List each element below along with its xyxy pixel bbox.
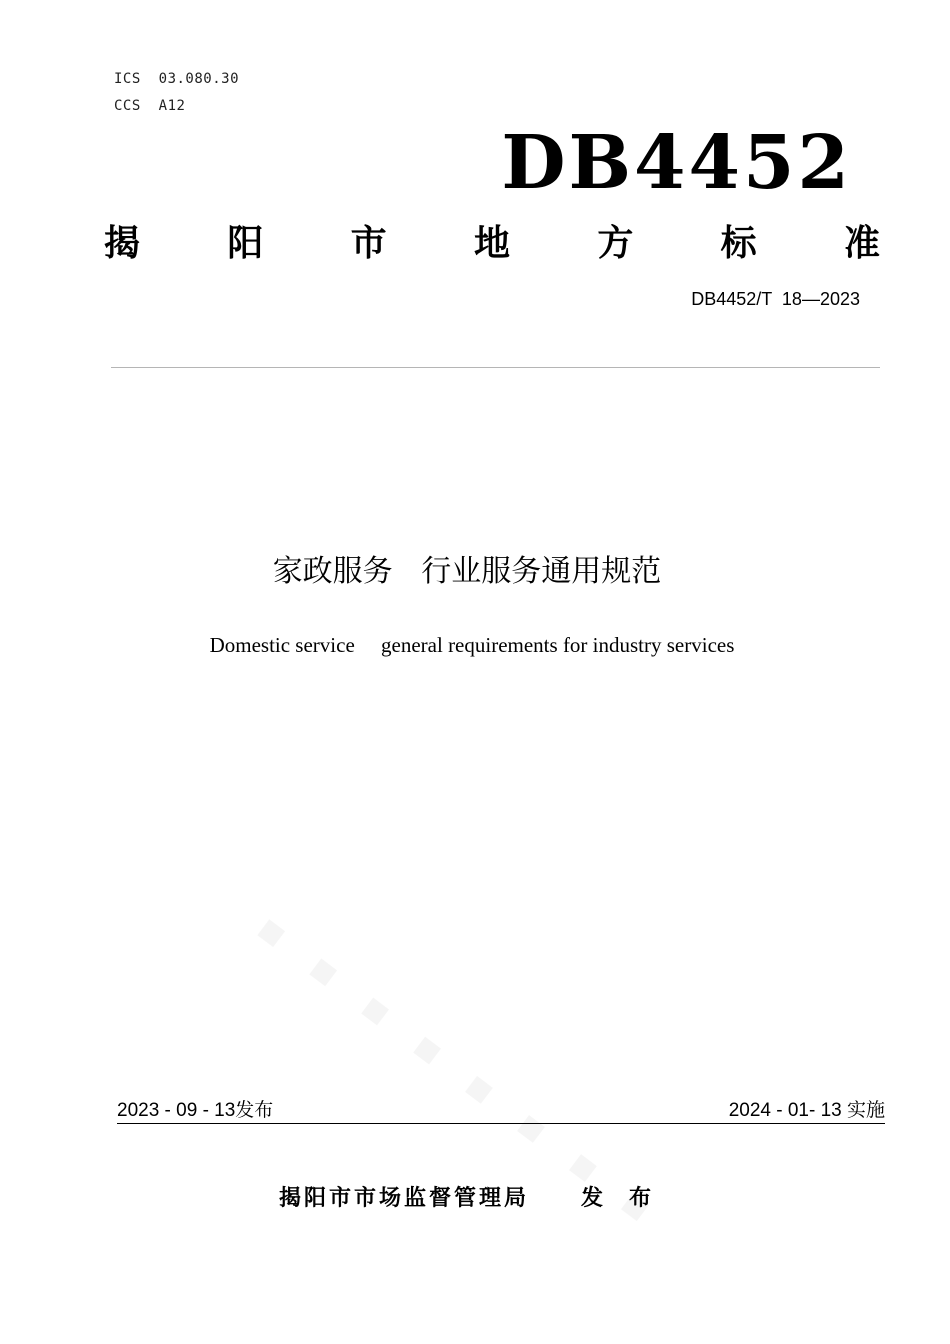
issuer-action: 发布 (581, 1186, 678, 1211)
standard-type-char: 方 (597, 223, 634, 264)
standard-type-char: 市 (350, 223, 387, 264)
standard-type-char: 标 (720, 223, 757, 264)
standard-type-char: 阳 (227, 223, 264, 264)
watermark (248, 905, 723, 1279)
standard-type-char: 准 (843, 223, 880, 264)
standard-type-char: 地 (473, 223, 510, 264)
ics-code: ICS 03.080.30 (114, 71, 240, 87)
document-title-chinese: 家政服务 行业服务通用规范 (272, 554, 662, 589)
issuer-name: 揭阳市市场监督管理局 (278, 1186, 529, 1211)
dates-row (117, 1099, 885, 1123)
standard-number: DB4452/T 18—2023 (691, 289, 860, 309)
standard-code-logo: DB4452 (501, 120, 852, 206)
issuer-row (0, 1184, 950, 1214)
ccs-code: CCS A12 (114, 98, 186, 114)
implementation-date: 2024 - 01- 13 实施 (728, 1100, 885, 1121)
issue-date: 2023 - 09 - 13发布 (117, 1100, 274, 1121)
document-title-english: Domestic service general requirements for industry services (209, 633, 735, 657)
standard-type-title (104, 222, 880, 266)
standard-type-char: 揭 (104, 223, 141, 264)
dates-divider (117, 1123, 885, 1124)
header-divider (111, 367, 880, 368)
